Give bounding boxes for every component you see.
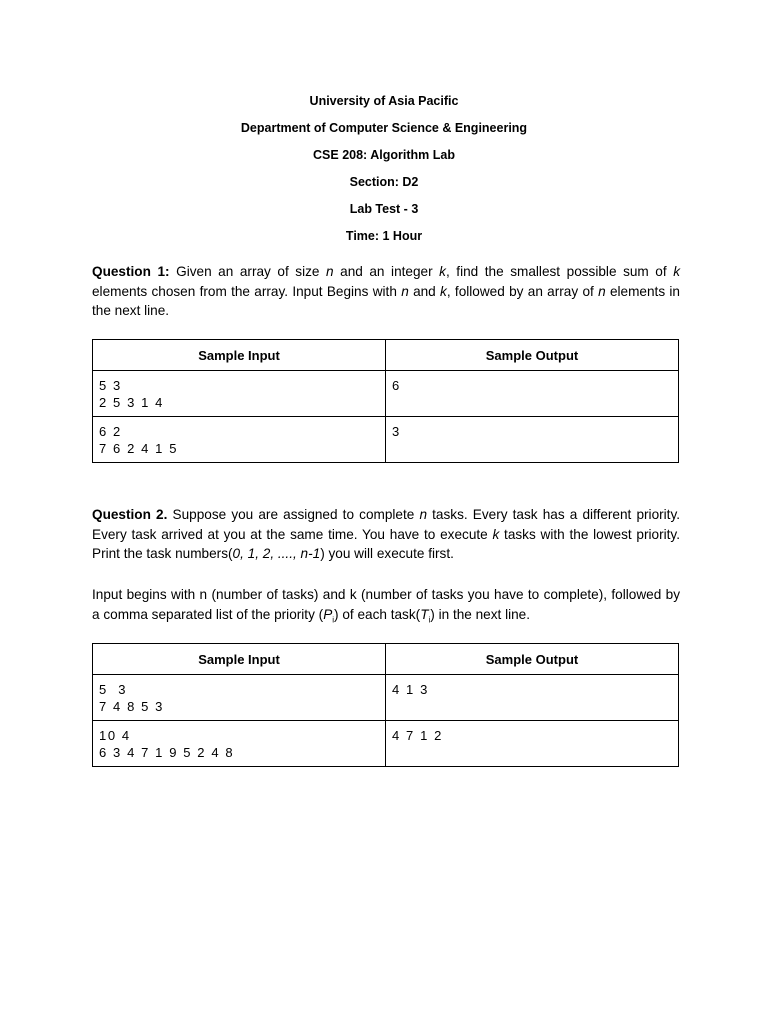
university-name: University of Asia Pacific — [309, 94, 459, 108]
test-title: Lab Test - 3 — [349, 202, 419, 216]
sample-output-cell: 4 7 1 2 — [386, 721, 679, 767]
sample-input-cell: 5 3 7 4 8 5 3 — [93, 675, 386, 721]
sample-output-cell: 6 — [386, 371, 679, 417]
sample-output-cell: 3 — [386, 417, 679, 463]
table-row — [93, 417, 679, 463]
section-label: Section: D2 — [349, 175, 419, 189]
sample-input-header: Sample Input — [93, 340, 386, 371]
sample-output-header: Sample Output — [386, 644, 679, 675]
question-1-label: Question 1: — [92, 264, 170, 279]
sample-input-cell: 6 2 7 6 2 4 1 5 — [93, 417, 386, 463]
sample-input-cell: 10 4 6 3 4 7 1 9 5 2 4 8 — [93, 721, 386, 767]
question-1-sample-table — [92, 339, 679, 463]
question-2-input-description: Input begins with n (number of tasks) and k (number of tasks you have to complete), followed by a comma separated list of the priority $(P_i)$ of each $task(T_i)$ in the next line. — [92, 587, 680, 625]
table-row — [93, 721, 679, 767]
time-limit: Time: 1 Hour — [345, 229, 423, 243]
question-2-label: Question 2. — [92, 507, 168, 522]
question-2-text: Question 2. Suppose you are assigned to complete n tasks. Every task has a different priority. Every task arrived at you at the same time. You have to execute k tasks with the lowest priority. Print the task numbers(0, 1, 2, ...., n-1) you will execute first. — [92, 507, 681, 561]
question-1-text: Question 1: Given an array of size n and an integer k, find the smallest possible sum of k elements chosen from the array. Input Begins with n and k, followed by an array of n elements in the next line. — [92, 264, 680, 318]
department-name: Department of Computer Science & Engineering — [240, 121, 528, 135]
sample-input-cell: 5 3 2 5 3 1 4 — [93, 371, 386, 417]
sample-input-header: Sample Input — [93, 644, 386, 675]
course-title: CSE 208: Algorithm Lab — [313, 148, 455, 162]
sample-output-header: Sample Output — [386, 340, 679, 371]
question-2-sample-table — [92, 643, 679, 767]
table-row — [93, 675, 679, 721]
sample-output-cell: 4 1 3 — [386, 675, 679, 721]
table-row — [93, 371, 679, 417]
